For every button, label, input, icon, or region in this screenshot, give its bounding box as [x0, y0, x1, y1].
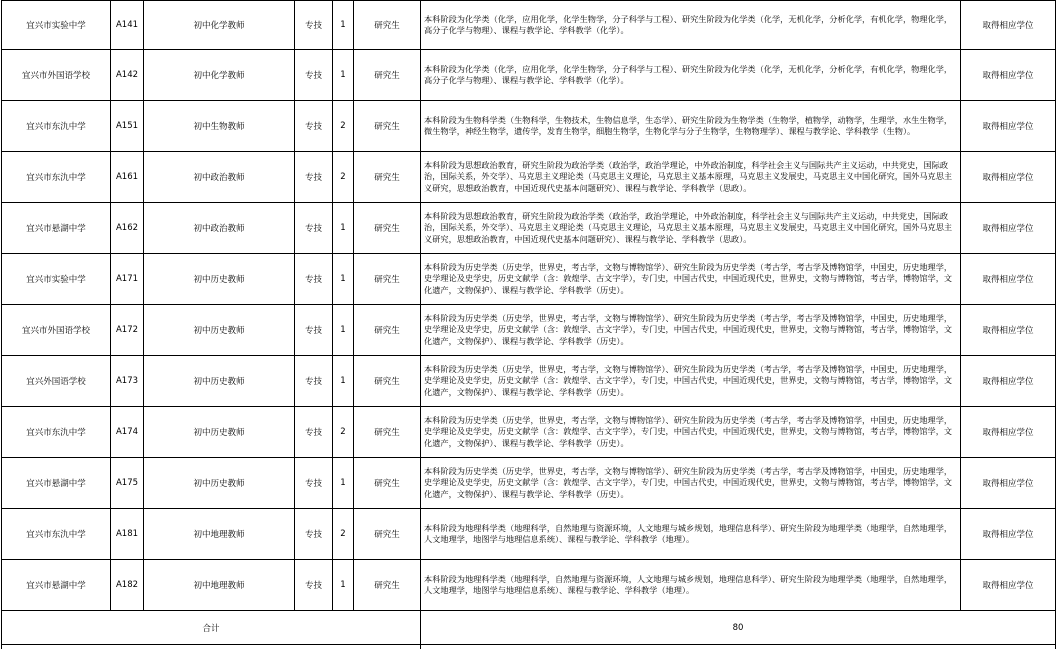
table-row [2, 305, 1056, 356]
school-cell: 宜兴外国语学校 [2, 356, 111, 407]
requirement-cell: 本科阶段为思想政治教育，研究生阶段为政治学类（政治学，政治学理论，中外政治制度，科学社会主义与国际共产主义运动，中共党史，国际政治，国际关系，外交学）、马克思主义理论类（马克思主义理论，马克思主义基本原理，马克思主义发展史，马克思主义中国化研究，国外马克思主义研究，思想政治教育，中国近现代史基本问题研究）、课程与教学论、学科教学（思政）。 [421, 152, 961, 203]
position-cell: 初中政治教师 [144, 203, 295, 254]
recruitment-table [1, 0, 1056, 649]
school-cell: 宜兴市悬湖中学 [2, 458, 111, 509]
category-cell: 专技 [295, 203, 333, 254]
requirement-cell: 本科阶段为历史学类（历史学，世界史，考古学，文物与博物馆学）、研究生阶段为历史学类（考古学，考古学及博物馆学，中国史，历史地理学，史学理论及史学史，历史文献学（含：敦煌学、古文字学），专门史，中国古代史，中国近现代史，世界史，文物与博物馆，考古学，博物馆学，文化遗产，文物保护）、课程与教学论、学科教学（历史）。 [421, 254, 961, 305]
code-cell: A174 [111, 407, 144, 458]
count-cell: 1 [333, 305, 354, 356]
degree-cell: 取得相应学位 [961, 305, 1056, 356]
total-label: 合计 [2, 611, 421, 645]
degree-cell: 取得相应学位 [961, 407, 1056, 458]
count-cell: 1 [333, 1, 354, 50]
education-cell: 研究生 [354, 305, 421, 356]
school-cell: 宜兴市实验中学 [2, 254, 111, 305]
table-row [2, 407, 1056, 458]
degree-cell: 取得相应学位 [961, 152, 1056, 203]
degree-cell: 取得相应学位 [961, 254, 1056, 305]
count-cell: 2 [333, 509, 354, 560]
education-cell: 研究生 [354, 254, 421, 305]
degree-cell: 取得相应学位 [961, 509, 1056, 560]
tail-cell [421, 645, 1056, 649]
school-cell: 宜兴市东氿中学 [2, 509, 111, 560]
category-cell: 专技 [295, 458, 333, 509]
tail-row [2, 645, 1056, 649]
table-row [2, 356, 1056, 407]
table-row [2, 1, 1056, 50]
requirement-cell: 本科阶段为历史学类（历史学，世界史，考古学，文物与博物馆学）、研究生阶段为历史学类（考古学，考古学及博物馆学，中国史，历史地理学，史学理论及史学史，历史文献学（含：敦煌学、古文字学），专门史，中国古代史，中国近现代史，世界史，文物与博物馆，考古学，博物馆学，文化遗产，文物保护）、课程与教学论、学科教学（历史）。 [421, 458, 961, 509]
code-cell: A181 [111, 509, 144, 560]
school-cell: 宜兴市东氿中学 [2, 101, 111, 152]
total-row [2, 611, 1056, 645]
code-cell: A172 [111, 305, 144, 356]
position-cell: 初中历史教师 [144, 305, 295, 356]
position-cell: 初中化学教师 [144, 1, 295, 50]
table-row [2, 458, 1056, 509]
degree-cell: 取得相应学位 [961, 356, 1056, 407]
table-row [2, 203, 1056, 254]
count-cell: 2 [333, 407, 354, 458]
requirement-cell: 本科阶段为思想政治教育，研究生阶段为政治学类（政治学，政治学理论，中外政治制度，科学社会主义与国际共产主义运动，中共党史，国际政治，国际关系，外交学）、马克思主义理论类（马克思主义理论，马克思主义基本原理，马克思主义发展史，马克思主义中国化研究，国外马克思主义研究，思想政治教育，中国近现代史基本问题研究）、课程与教学论、学科教学（思政）。 [421, 203, 961, 254]
code-cell: A151 [111, 101, 144, 152]
education-cell: 研究生 [354, 407, 421, 458]
requirement-cell: 本科阶段为历史学类（历史学，世界史，考古学，文物与博物馆学）、研究生阶段为历史学类（考古学，考古学及博物馆学，中国史，历史地理学，史学理论及史学史，历史文献学（含：敦煌学、古文字学），专门史，中国古代史，中国近现代史，世界史，文物与博物馆，考古学，博物馆学，文化遗产，文物保护）、课程与教学论、学科教学（历史）。 [421, 356, 961, 407]
count-cell: 1 [333, 560, 354, 611]
count-cell: 1 [333, 356, 354, 407]
code-cell: A175 [111, 458, 144, 509]
count-cell: 1 [333, 203, 354, 254]
table-row [2, 560, 1056, 611]
count-cell: 1 [333, 458, 354, 509]
category-cell: 专技 [295, 254, 333, 305]
code-cell: A173 [111, 356, 144, 407]
table-row [2, 509, 1056, 560]
position-cell: 初中生物教师 [144, 101, 295, 152]
education-cell: 研究生 [354, 560, 421, 611]
education-cell: 研究生 [354, 101, 421, 152]
position-cell: 初中历史教师 [144, 356, 295, 407]
education-cell: 研究生 [354, 152, 421, 203]
tail-cell [2, 645, 421, 649]
position-cell: 初中历史教师 [144, 254, 295, 305]
category-cell: 专技 [295, 560, 333, 611]
count-cell: 2 [333, 152, 354, 203]
table-row [2, 152, 1056, 203]
table-row [2, 254, 1056, 305]
school-cell: 宜兴市外国语学校 [2, 50, 111, 101]
category-cell: 专技 [295, 305, 333, 356]
degree-cell: 取得相应学位 [961, 1, 1056, 50]
count-cell: 2 [333, 101, 354, 152]
requirement-cell: 本科阶段为历史学类（历史学，世界史，考古学，文物与博物馆学）、研究生阶段为历史学类（考古学，考古学及博物馆学，中国史，历史地理学，史学理论及史学史，历史文献学（含：敦煌学、古文字学），专门史，中国古代史，中国近现代史，世界史，文物与博物馆，考古学，博物馆学，文化遗产，文物保护）、课程与教学论、学科教学（历史）。 [421, 305, 961, 356]
category-cell: 专技 [295, 509, 333, 560]
table-row [2, 50, 1056, 101]
education-cell: 研究生 [354, 356, 421, 407]
category-cell: 专技 [295, 356, 333, 407]
table-body [2, 1, 1056, 611]
degree-cell: 取得相应学位 [961, 203, 1056, 254]
position-cell: 初中历史教师 [144, 458, 295, 509]
school-cell: 宜兴市实验中学 [2, 1, 111, 50]
requirement-cell: 本科阶段为化学类（化学，应用化学，化学生物学，分子科学与工程）、研究生阶段为化学类（化学，无机化学，分析化学，有机化学，物理化学，高分子化学与物理）、课程与教学论、学科教学（化学）。 [421, 1, 961, 50]
table-footer [2, 611, 1056, 649]
code-cell: A171 [111, 254, 144, 305]
position-cell: 初中地理教师 [144, 509, 295, 560]
school-cell: 宜兴市东氿中学 [2, 407, 111, 458]
category-cell: 专技 [295, 1, 333, 50]
count-cell: 1 [333, 254, 354, 305]
requirement-cell: 本科阶段为地理科学类（地理科学，自然地理与资源环境，人文地理与城乡规划，地理信息科学）、研究生阶段为地理学类（地理学，自然地理学，人文地理学，地图学与地理信息系统）、课程与教学论、学科教学（地理）。 [421, 509, 961, 560]
requirement-cell: 本科阶段为地理科学类（地理科学，自然地理与资源环境，人文地理与城乡规划，地理信息科学）、研究生阶段为地理学类（地理学，自然地理学，人文地理学，地图学与地理信息系统）、课程与教学论、学科教学（地理）。 [421, 560, 961, 611]
requirement-cell: 本科阶段为生物科学类（生物科学，生物技术，生物信息学，生态学）、研究生阶段为生物学类（生物学，植物学，动物学，生理学，水生生物学，微生物学，神经生物学，遗传学，发育生物学，细胞生物学，生物化学与分子生物学，生物物理学）、课程与教学论、学科教学（生物）。 [421, 101, 961, 152]
degree-cell: 取得相应学位 [961, 560, 1056, 611]
category-cell: 专技 [295, 407, 333, 458]
position-cell: 初中政治教师 [144, 152, 295, 203]
school-cell: 宜兴市外国语学校 [2, 305, 111, 356]
education-cell: 研究生 [354, 50, 421, 101]
requirement-cell: 本科阶段为历史学类（历史学，世界史，考古学，文物与博物馆学）、研究生阶段为历史学类（考古学，考古学及博物馆学，中国史，历史地理学，史学理论及史学史，历史文献学（含：敦煌学、古文字学），专门史，中国古代史，中国近现代史，世界史，文物与博物馆，考古学，博物馆学，文化遗产，文物保护）、课程与教学论、学科教学（历史）。 [421, 407, 961, 458]
total-value: 80 [421, 611, 1056, 645]
education-cell: 研究生 [354, 1, 421, 50]
position-cell: 初中历史教师 [144, 407, 295, 458]
code-cell: A142 [111, 50, 144, 101]
category-cell: 专技 [295, 50, 333, 101]
school-cell: 宜兴市悬湖中学 [2, 560, 111, 611]
category-cell: 专技 [295, 152, 333, 203]
education-cell: 研究生 [354, 203, 421, 254]
education-cell: 研究生 [354, 509, 421, 560]
school-cell: 宜兴市东氿中学 [2, 152, 111, 203]
position-cell: 初中化学教师 [144, 50, 295, 101]
degree-cell: 取得相应学位 [961, 50, 1056, 101]
category-cell: 专技 [295, 101, 333, 152]
code-cell: A182 [111, 560, 144, 611]
education-cell: 研究生 [354, 458, 421, 509]
table-row [2, 101, 1056, 152]
school-cell: 宜兴市悬湖中学 [2, 203, 111, 254]
degree-cell: 取得相应学位 [961, 458, 1056, 509]
count-cell: 1 [333, 50, 354, 101]
position-cell: 初中地理教师 [144, 560, 295, 611]
code-cell: A162 [111, 203, 144, 254]
code-cell: A161 [111, 152, 144, 203]
code-cell: A141 [111, 1, 144, 50]
degree-cell: 取得相应学位 [961, 101, 1056, 152]
requirement-cell: 本科阶段为化学类（化学，应用化学，化学生物学，分子科学与工程）、研究生阶段为化学类（化学，无机化学，分析化学，有机化学，物理化学，高分子化学与物理）、课程与教学论、学科教学（化学）。 [421, 50, 961, 101]
